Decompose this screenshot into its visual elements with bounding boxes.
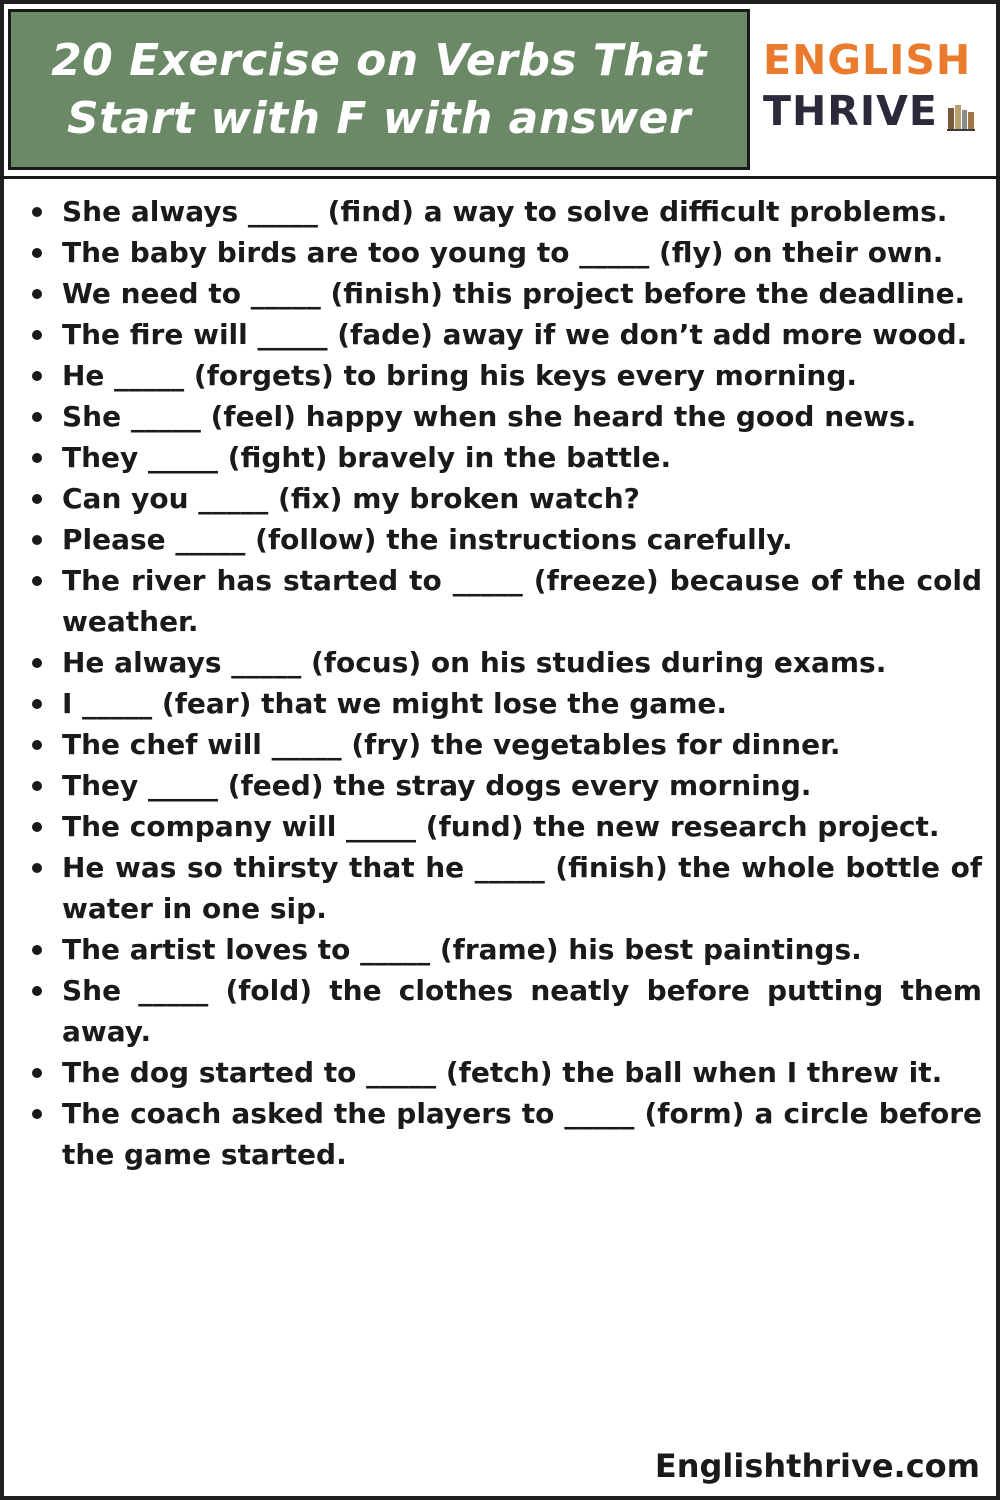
- exercise-text: Can you _____ (fix) my broken watch?: [62, 482, 640, 515]
- exercise-item: [28, 929, 982, 970]
- exercise-item: [28, 970, 982, 1052]
- exercise-item: [28, 232, 982, 273]
- exercise-item: [28, 273, 982, 314]
- bullet-dot-icon: [32, 945, 42, 955]
- exercise-text: We need to _____ (finish) this project before the deadline.: [62, 277, 966, 310]
- exercise-item: [28, 724, 982, 765]
- bullet-dot-icon: [32, 1068, 42, 1078]
- bullet-dot-icon: [32, 781, 42, 791]
- bullet-dot-icon: [32, 740, 42, 750]
- bullet-dot-icon: [32, 330, 42, 340]
- exercise-item: [28, 765, 982, 806]
- bullet-dot-icon: [32, 1109, 42, 1119]
- bullet-dot-icon: [32, 576, 42, 586]
- bullet-dot-icon: [32, 535, 42, 545]
- bullet-dot-icon: [32, 248, 42, 258]
- exercise-item: [28, 314, 982, 355]
- exercise-item: [28, 519, 982, 560]
- bullet-dot-icon: [32, 207, 42, 217]
- exercise-item: [28, 355, 982, 396]
- logo-text-english: ENGLISH: [763, 36, 972, 84]
- bullet-dot-icon: [32, 658, 42, 668]
- english-thrive-logo: [760, 36, 986, 146]
- exercise-list: [28, 191, 982, 1175]
- exercise-text: I _____ (fear) that we might lose the game.: [62, 687, 727, 720]
- exercise-text: The dog started to _____ (fetch) the ball when I threw it.: [62, 1056, 943, 1089]
- bullet-dot-icon: [32, 412, 42, 422]
- exercise-text: Please _____ (follow) the instructions carefully.: [62, 523, 793, 556]
- exercise-text: She _____ (fold) the clothes neatly before putting them away.: [62, 974, 982, 1048]
- exercise-text: They _____ (feed) the stray dogs every morning.: [62, 769, 812, 802]
- title-banner: [8, 9, 750, 170]
- exercise-item: [28, 642, 982, 683]
- exercise-text: He always _____ (focus) on his studies during exams.: [62, 646, 887, 679]
- exercise-text: The baby birds are too young to _____ (fly) on their own.: [62, 236, 944, 269]
- exercise-text: The fire will _____ (fade) away if we don’t add more wood.: [62, 318, 968, 351]
- footer-site-url: Englishthrive.com: [654, 1447, 980, 1485]
- exercise-text: The river has started to _____ (freeze) because of the cold weather.: [62, 564, 982, 638]
- bullet-dot-icon: [32, 453, 42, 463]
- exercise-text: She _____ (feel) happy when she heard the good news.: [62, 400, 917, 433]
- exercise-item: [28, 560, 982, 642]
- books-icon: [946, 102, 976, 132]
- exercise-item: [28, 396, 982, 437]
- exercise-item: [28, 847, 982, 929]
- exercise-item: [28, 1093, 982, 1175]
- exercise-text: He _____ (forgets) to bring his keys every morning.: [62, 359, 857, 392]
- header: [0, 0, 1000, 176]
- bullet-dot-icon: [32, 699, 42, 709]
- bullet-dot-icon: [32, 986, 42, 996]
- exercise-text: The coach asked the players to _____ (form) a circle before the game started.: [62, 1097, 982, 1171]
- exercise-item: [28, 683, 982, 724]
- exercise-text: The artist loves to _____ (frame) his best paintings.: [62, 933, 862, 966]
- logo-text-thrive: THRIVE: [763, 87, 938, 135]
- exercise-text: They _____ (fight) bravely in the battle.: [62, 441, 672, 474]
- bullet-dot-icon: [32, 289, 42, 299]
- bullet-dot-icon: [32, 822, 42, 832]
- exercise-text: The chef will _____ (fry) the vegetables for dinner.: [62, 728, 841, 761]
- exercise-item: [28, 478, 982, 519]
- exercise-item: [28, 437, 982, 478]
- exercise-item: [28, 806, 982, 847]
- exercise-item: [28, 191, 982, 232]
- exercise-item: [28, 1052, 982, 1093]
- bullet-dot-icon: [32, 371, 42, 381]
- bullet-dot-icon: [32, 863, 42, 873]
- header-divider: [0, 176, 1000, 179]
- exercise-text: He was so thirsty that he _____ (finish) the whole bottle of water in one sip.: [62, 851, 982, 925]
- exercise-text: The company will _____ (fund) the new research project.: [62, 810, 940, 843]
- exercise-text: She always _____ (find) a way to solve difficult problems.: [62, 195, 948, 228]
- title-line-1: 20 Exercise on Verbs That: [51, 34, 707, 86]
- title-line-2: Start with F with answer: [66, 92, 692, 144]
- bullet-dot-icon: [32, 494, 42, 504]
